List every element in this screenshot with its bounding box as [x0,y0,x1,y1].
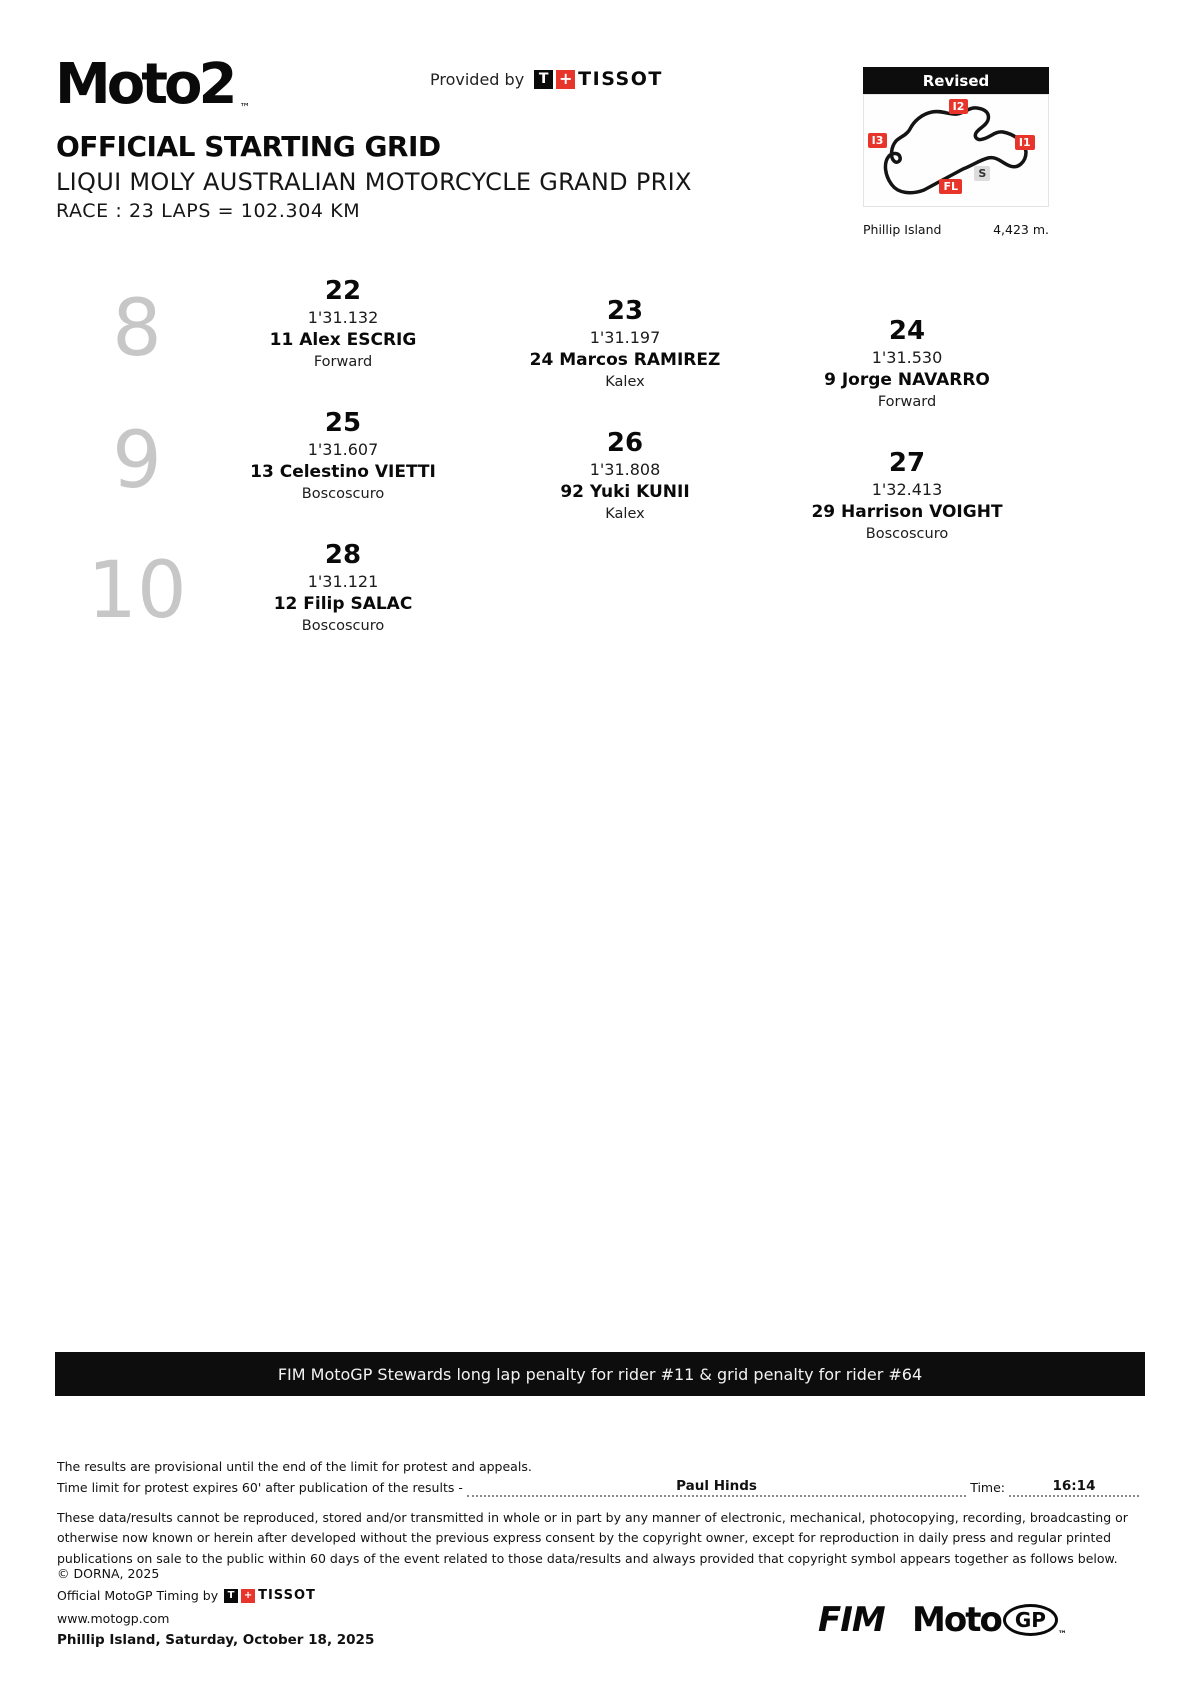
grid-position: 28 [324,540,362,570]
trademark-symbol: ™ [1057,1630,1067,1640]
swiss-cross-icon: + [241,1589,255,1603]
swiss-cross-icon: + [556,70,575,89]
machine-name: Forward [877,394,937,410]
trademark-symbol: ™ [239,101,251,114]
tissot-t-icon: T [224,1589,238,1603]
timing-credit [57,1588,316,1603]
machine-name: Kalex [605,506,645,522]
tissot-wordmark: TISSOT [258,1588,316,1603]
grid-slot [767,316,1047,413]
grid-slot [203,540,483,637]
track-map [863,94,1049,207]
grid-position: 25 [324,408,362,438]
grid-row-number: 9 [112,416,162,506]
grid-slot [767,448,1047,545]
moto2-logo [55,52,251,117]
publication-time: 16:14 [1052,1478,1096,1494]
rider-name: 92 Yuki KUNII [560,482,690,502]
page-title: OFFICIAL STARTING GRID [56,130,441,163]
intermediate-3-marker: I3 [868,133,888,148]
grid-position: 26 [606,428,644,458]
revised-badge: Revised [863,67,1049,94]
provisional-note: The results are provisional until the end of the limit for protest and appeals. [57,1459,532,1474]
rider-name: 11 Alex ESCRIG [269,330,417,350]
grid-slot [203,276,483,373]
start-marker: S [974,166,990,181]
event-name: LIQUI MOLY AUSTRALIAN MOTORCYCLE GRAND PRIX [56,168,692,196]
track-name: Phillip Island [863,222,942,237]
grid-position: 24 [888,316,926,346]
tissot-wordmark: TISSOT [578,68,663,90]
place-and-date: Phillip Island, Saturday, October 18, 2025 [57,1632,375,1648]
machine-name: Boscoscuro [301,618,385,634]
tissot-logo-small [224,1588,316,1603]
machine-name: Boscoscuro [301,486,385,502]
provided-by-lockup [430,68,663,90]
intermediate-2-marker: I2 [949,99,969,114]
stewards-penalty-banner: FIM MotoGP Stewards long lap penalty for rider #11 & grid penalty for rider #64 [55,1352,1145,1396]
grid-slot [203,408,483,505]
qualifying-time: 1'31.121 [307,572,379,591]
finish-line-marker: FL [939,179,962,194]
protest-line-label: Time limit for protest expires 60' after publication of the results - [57,1480,463,1495]
moto2-logo-text: Moto2 [55,52,234,117]
fim-logo: FIM [818,1600,885,1640]
copyright-notice: © DORNA, 2025 [57,1566,160,1581]
tissot-t-icon: T [534,70,553,89]
grid-row-number: 8 [112,284,162,374]
track-caption [863,222,1049,237]
motogp-logo-moto: Moto [912,1600,1001,1640]
protest-signature-row [57,1477,1143,1497]
signed-by-name: Paul Hinds [676,1478,757,1494]
qualifying-time: 1'31.197 [589,328,661,347]
grid-position: 23 [606,296,644,326]
provided-by-label: Provided by [430,69,525,89]
rider-name: 12 Filip SALAC [273,594,413,614]
rider-name: 29 Harrison VOIGHT [811,502,1003,522]
tissot-logo [534,68,663,90]
grid-row-number: 10 [87,546,187,636]
timing-credit-label: Official MotoGP Timing by [57,1588,219,1603]
grid-position: 27 [888,448,926,478]
intermediate-1-marker: I1 [1015,135,1035,150]
machine-name: Boscoscuro [865,526,949,542]
legal-disclaimer: These data/results cannot be reproduced, stored and/or transmitted in whole or in part by any manner of electronic, mechanical, photocopying, recording, broadcasting or otherwise now known or herein after developed without the previous express consent by the copyright owner, except for reproduction in daily press and regular printed publications on sale to the public within 60 days of the event related to those data/results and always provided that copyright symbol appears together as follows below. [57,1510,1128,1566]
motogp-website-url: www.motogp.com [57,1611,170,1626]
time-dotted-line [1009,1477,1139,1497]
rider-name: 9 Jorge NAVARRO [824,370,990,390]
motogp-logo-gp: GP [1003,1604,1058,1636]
qualifying-time: 1'32.413 [871,480,943,499]
signature-dotted-line [467,1477,966,1497]
machine-name: Forward [313,354,373,370]
motogp-logo [912,1600,1067,1640]
grid-slot [485,296,765,393]
time-label: Time: [970,1480,1005,1495]
race-info: RACE : 23 LAPS = 102.304 KM [56,200,361,222]
qualifying-time: 1'31.530 [871,348,943,367]
qualifying-time: 1'31.132 [307,308,379,327]
qualifying-time: 1'31.808 [589,460,661,479]
grid-position: 22 [324,276,362,306]
machine-name: Kalex [605,374,645,390]
track-length: 4,423 m. [993,222,1049,237]
qualifying-time: 1'31.607 [307,440,379,459]
rider-name: 13 Celestino VIETTI [250,462,436,482]
rider-name: 24 Marcos RAMIREZ [529,350,721,370]
grid-slot [485,428,765,525]
